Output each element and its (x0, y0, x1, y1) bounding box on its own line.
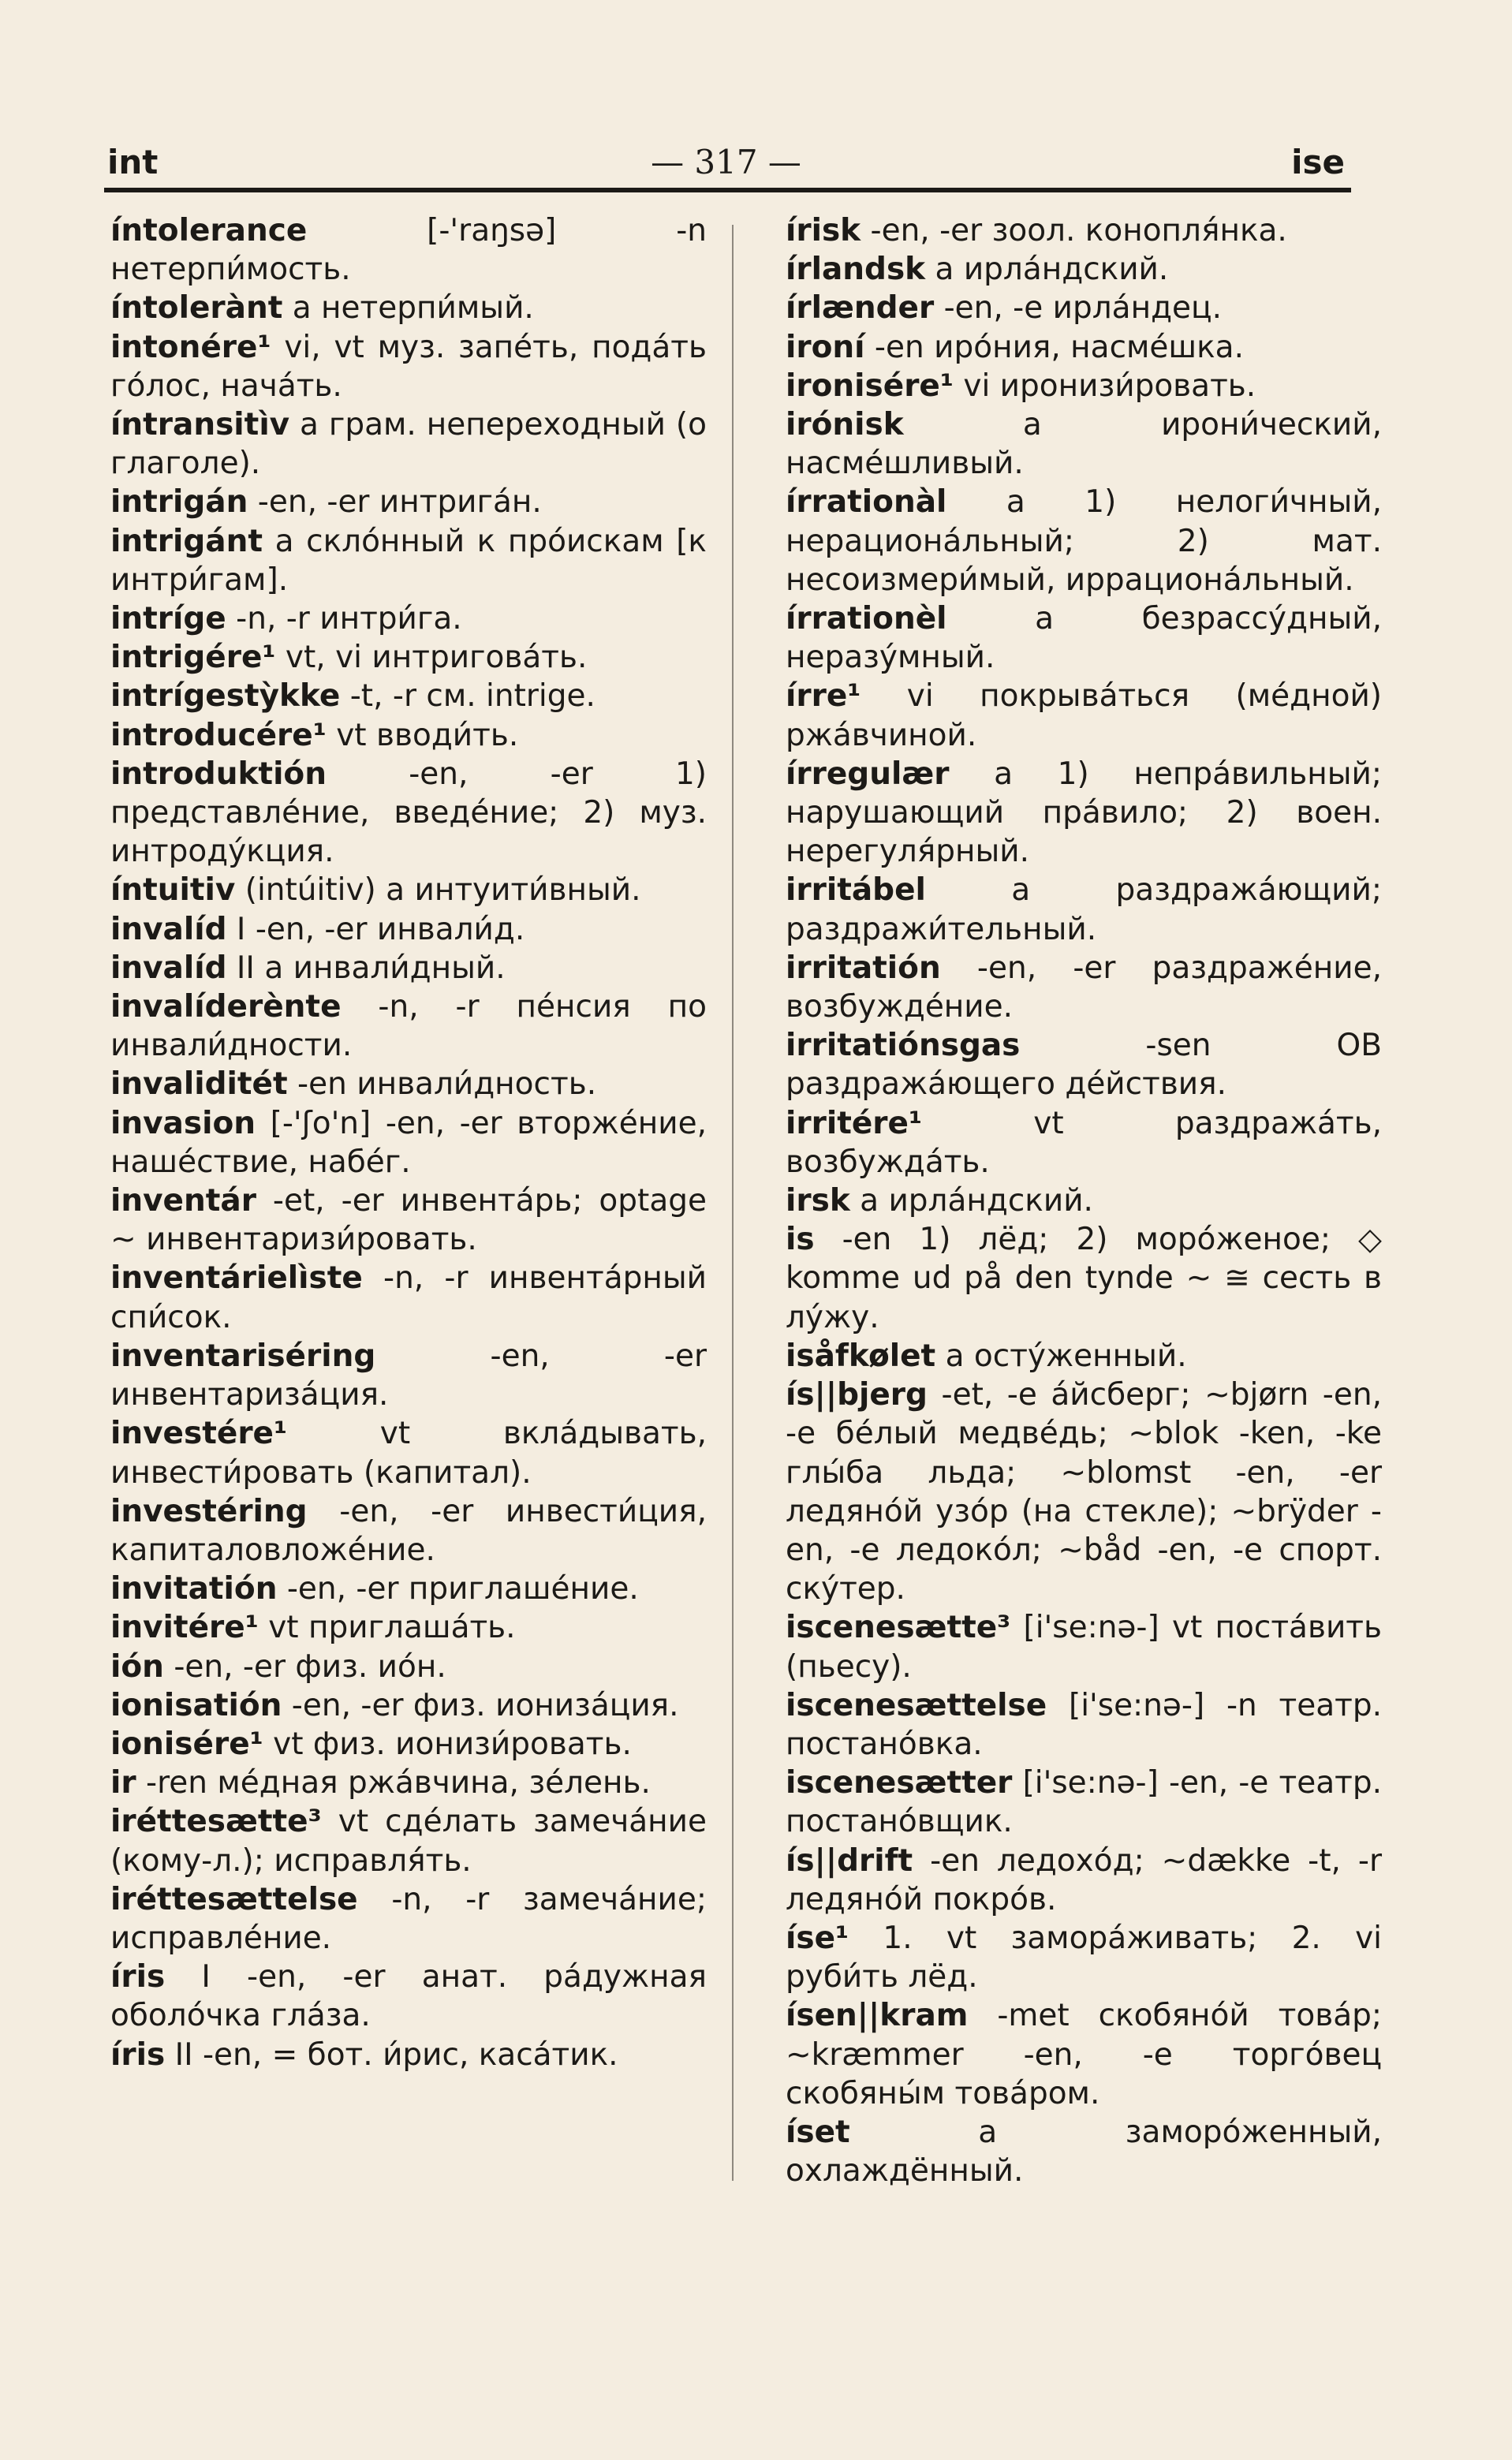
entry-headword: introducére¹ (110, 717, 327, 753)
entry-definition: a ирони́ческий, насме́шливый. (786, 407, 1382, 482)
dictionary-entry (786, 1686, 1382, 1764)
entry-headword: iscenesætte³ (786, 1610, 1011, 1646)
entry-definition: -et, -e а́йсберг; ~bjørn -en, -e бе́лый медве́дь; ~blok -ken, -ke глы́ба льда; ~blomst -en, -er ледяно́й узо́р (на стекле); ~brÿder -en, -e ледоко́л; ~båd -en, -e спорт. ску́тер. (786, 1377, 1382, 1607)
entry-headword: ionisére¹ (110, 1726, 263, 1762)
entry-definition: (intúitiv) a интуити́вный. (235, 872, 641, 909)
entry-headword: íntolerànt (110, 290, 283, 327)
dictionary-entry (110, 289, 707, 327)
dictionary-entry (786, 1919, 1382, 1996)
dictionary-entry (786, 328, 1382, 367)
entry-definition: I -en, -er инвали́д. (226, 911, 525, 947)
dictionary-entry (786, 1842, 1382, 1919)
dictionary-entry (786, 405, 1382, 483)
entry-headword: ís||bjerg (786, 1377, 928, 1413)
header-rule (104, 188, 1351, 192)
entry-headword: intrigán (110, 484, 248, 521)
dictionary-entry (110, 1725, 707, 1764)
entry-headword: intrigére¹ (110, 640, 276, 676)
entry-headword: intrigánt (110, 523, 263, 559)
right-column (786, 211, 1382, 2190)
entry-headword: inventár (110, 1183, 256, 1219)
entry-definition: vi, vt муз. запе́ть, пода́ть го́лос, нача́ть. (110, 329, 707, 404)
dictionary-entry (110, 716, 707, 755)
entry-headword: inventárielìste (110, 1260, 363, 1297)
right-running-headword: ise (1291, 143, 1345, 181)
entry-headword: isåfkølet (786, 1338, 936, 1374)
entry-definition: -en, -er физ. ио́н. (163, 1648, 446, 1685)
entry-definition: -en, -er приглаше́ние. (277, 1571, 639, 1607)
dictionary-entry (786, 250, 1382, 289)
dictionary-entry (110, 1259, 707, 1336)
entry-headword: ironí (786, 329, 865, 365)
entry-headword: írlandsk (786, 252, 926, 288)
entry-headword: invalíderènte (110, 989, 342, 1025)
dictionary-entry (110, 1802, 707, 1880)
column-divider (732, 225, 734, 2181)
entry-definition: I -en, -er анат. ра́дужная оболо́чка гла́за. (110, 1959, 707, 2034)
dictionary-entry (110, 1414, 707, 1491)
dictionary-entry (786, 2113, 1382, 2190)
entry-definition: vt приглаша́ть. (258, 1610, 516, 1646)
dictionary-entry (786, 755, 1382, 872)
entry-headword: írlænder (786, 290, 935, 327)
entry-headword: irritatión (786, 950, 941, 986)
dictionary-entry (110, 2036, 707, 2074)
entry-definition: vt физ. ионизи́ровать. (263, 1726, 632, 1762)
entry-headword: irritábel (786, 872, 926, 909)
entry-definition: -en 1) лёд; 2) моро́женое; ◇ komme ud på den tynde ~ ≅ сесть в лу́жу. (786, 1222, 1382, 1335)
entry-definition: [i'se:nə-] -n театр. постано́вка. (786, 1687, 1382, 1762)
dictionary-entry (786, 1764, 1382, 1841)
dictionary-entry (786, 1996, 1382, 2113)
entry-definition: -t, -r см. intrige. (340, 678, 595, 715)
dictionary-entry (110, 987, 707, 1065)
running-header (104, 133, 1348, 188)
entry-definition: -en, -er 1) представле́ние, введе́ние; 2) муз. интроду́кция. (110, 756, 707, 870)
entry-headword: iscenesætter (786, 1765, 1013, 1801)
dictionary-entry (786, 1337, 1382, 1376)
entry-headword: íntransitìv (110, 407, 290, 443)
dictionary-entry (786, 949, 1382, 1026)
dictionary-entry (110, 1958, 707, 2035)
entry-headword: íntolerance (110, 213, 308, 248)
dictionary-entry (110, 483, 707, 521)
left-column (110, 211, 707, 2074)
dictionary-entry (110, 1104, 707, 1181)
entry-definition: -en, -er инвести́ция, капиталовложе́ние. (110, 1493, 707, 1568)
entry-definition: a 1) непра́вильный; нарушающий пра́вило; 2) воен. нерегуля́рный. (786, 756, 1382, 870)
entry-definition: [i'se:nə-] -en, -e театр. постано́вщик. (786, 1765, 1382, 1840)
entry-headword: introduktión (110, 756, 327, 792)
entry-headword: ir (110, 1765, 136, 1801)
dictionary-entry (110, 1065, 707, 1103)
dictionary-entry (786, 871, 1382, 948)
entry-headword: iréttesættelse (110, 1881, 358, 1917)
entry-headword: irsk (786, 1183, 850, 1219)
entry-headword: irónisk (786, 407, 904, 443)
entry-definition: [i'se:nə-] vt поста́вить (пьесу). (786, 1610, 1382, 1685)
dictionary-entry (110, 328, 707, 405)
dictionary-entry (110, 910, 707, 949)
entry-definition: a безрассу́дный, неразу́мный. (786, 601, 1382, 676)
entry-headword: inventariséring (110, 1338, 376, 1374)
entry-headword: íse¹ (786, 1920, 849, 1956)
entry-definition: [-'raŋsə] -n нетерпи́мость. (110, 213, 707, 288)
entry-definition: II a инвали́дный. (226, 950, 506, 986)
dictionary-entry (110, 638, 707, 677)
dictionary-entry (110, 677, 707, 715)
entry-definition: -sen OB раздража́ющего де́йствия. (786, 1028, 1382, 1103)
entry-definition: -n, -r интри́га. (226, 601, 462, 637)
entry-headword: is (786, 1222, 815, 1258)
dictionary-entry (786, 289, 1382, 327)
entry-headword: íntuitiv (110, 872, 236, 909)
page-number: — 317 — (651, 143, 801, 181)
entry-definition: [-'ʃo'n] -en, -er вторже́ние, наше́ствие, набе́г. (110, 1105, 707, 1180)
entry-headword: invitére¹ (110, 1610, 259, 1646)
dictionary-entry (786, 1026, 1382, 1103)
dictionary-entry (110, 1570, 707, 1608)
entry-headword: irritatiónsgas (786, 1028, 1021, 1064)
entry-definition: -en, -er физ. иониза́ция. (282, 1687, 679, 1723)
entry-definition: 1. vt замора́живать; 2. vi руби́ть лёд. (786, 1920, 1382, 1995)
entry-headword: intríge (110, 601, 226, 637)
dictionary-entry (110, 1764, 707, 1802)
left-running-headword: int (107, 143, 159, 181)
dictionary-entry (110, 599, 707, 638)
dictionary-entry (786, 211, 1382, 250)
entry-definition: a скло́нный к про́искам [к интри́гам]. (110, 523, 707, 598)
dictionary-entry (110, 1686, 707, 1725)
entry-definition: -en, -er инвентариза́ция. (110, 1338, 707, 1413)
entry-definition: -en, -er интрига́н. (248, 484, 542, 521)
entry-headword: írregulær (786, 756, 950, 792)
entry-headword: iréttesætte³ (110, 1804, 322, 1840)
dictionary-entry (110, 522, 707, 599)
dictionary-entry (786, 1220, 1382, 1337)
dictionary-entry (786, 599, 1382, 677)
dictionary-entry (110, 871, 707, 909)
entry-definition: -n, -r пе́нсия по инвали́дности. (110, 989, 707, 1064)
entry-headword: investéring (110, 1493, 308, 1529)
dictionary-entry (786, 1608, 1382, 1685)
entry-definition: vt, vi интригова́ть. (275, 640, 588, 676)
entry-definition: -met скобяно́й това́р; ~kræmmer -en, -e торго́вец скобяны́м това́ром. (786, 1998, 1382, 2111)
dictionary-entry (786, 1376, 1382, 1608)
entry-headword: iscenesættelse (786, 1687, 1047, 1723)
entry-definition: a нетерпи́мый. (282, 290, 534, 327)
entry-headword: intonére¹ (110, 329, 271, 365)
entry-definition: a ирла́ндский. (849, 1183, 1093, 1219)
dictionary-entry (110, 755, 707, 872)
entry-definition: -n, -r замеча́ние; исправле́ние. (110, 1881, 707, 1956)
dictionary-entry (786, 483, 1382, 599)
entry-definition: vt сде́лать замеча́ние (кому-л.); исправля́ть. (110, 1804, 707, 1879)
entry-definition: -en иро́ния, насме́шка. (864, 329, 1244, 365)
entry-definition: -en ледохо́д; ~dække -t, -r ледяно́й покро́в. (786, 1842, 1382, 1917)
entry-headword: irritére¹ (786, 1105, 923, 1141)
entry-headword: invalíd (110, 911, 227, 947)
entry-headword: investére¹ (110, 1416, 288, 1452)
entry-definition: a 1) нелоги́чный, нерациона́льный; 2) мат. несоизмери́мый, иррациона́льный. (786, 484, 1382, 598)
dictionary-entry (110, 1880, 707, 1958)
entry-definition: -et, -er инвента́рь; optage ~ инвентаризи́ровать. (110, 1183, 707, 1258)
entry-definition: -ren ме́дная ржа́вчина, зе́лень. (136, 1765, 651, 1801)
dictionary-entry (110, 1181, 707, 1259)
entry-headword: ísen||kram (786, 1998, 969, 2034)
entry-headword: intrígestỳkke (110, 678, 341, 715)
entry-headword: íset (786, 2114, 850, 2150)
entry-definition: a заморо́женный, охлаждённый. (786, 2114, 1382, 2189)
entry-headword: íris (110, 1959, 166, 1995)
entry-headword: invalíd (110, 950, 227, 986)
dictionary-entry (786, 367, 1382, 405)
dictionary-entry (110, 1337, 707, 1414)
dictionary-entry (110, 1608, 707, 1647)
entry-definition: a раздража́ющий; раздражи́тельный. (786, 872, 1382, 947)
entry-headword: invaliditét (110, 1066, 288, 1103)
dictionary-entry (786, 1181, 1382, 1220)
entry-definition: vt раздража́ть, возбужда́ть. (786, 1105, 1382, 1180)
entry-definition: vi иронизи́ровать. (953, 368, 1256, 404)
entry-definition: a осту́женный. (935, 1338, 1187, 1374)
entry-definition: -en, -er зоол. конопля́нка. (861, 213, 1287, 248)
entry-headword: írrationàl (786, 484, 947, 521)
dictionary-entry (110, 405, 707, 483)
entry-headword: írre¹ (786, 678, 861, 715)
entry-headword: ironisére¹ (786, 368, 954, 404)
entry-definition: -en инвали́дность. (287, 1066, 597, 1103)
entry-headword: ión (110, 1648, 164, 1685)
entry-definition: a грам. непереходный (о глаголе). (110, 407, 707, 482)
entry-definition: -n, -r инвента́рный спи́сок. (110, 1260, 707, 1335)
entry-definition: vt вводи́ть. (326, 717, 519, 753)
dictionary-entry (110, 211, 707, 289)
entry-headword: invitatión (110, 1571, 278, 1607)
entry-headword: írisk (786, 213, 861, 248)
entry-definition: -en, -e ирла́ндец. (934, 290, 1222, 327)
entry-definition: II -en, = бот. и́рис, каса́тик. (165, 2036, 618, 2073)
entry-headword: ís||drift (786, 1842, 913, 1879)
dictionary-entry (786, 677, 1382, 754)
dictionary-entry (110, 949, 707, 987)
dictionary-entry (786, 1104, 1382, 1181)
entry-definition: vt вкла́дывать, инвести́ровать (капитал). (110, 1416, 707, 1491)
entry-definition: vi покрыва́ться (ме́дной) ржа́вчиной. (786, 678, 1382, 753)
entry-headword: invasion (110, 1105, 256, 1141)
entry-headword: íris (110, 2036, 166, 2073)
entry-definition: -en, -er раздраже́ние, возбужде́ние. (786, 950, 1382, 1025)
entry-headword: írrationèl (786, 601, 947, 637)
entry-definition: a ирла́ндский. (925, 252, 1169, 288)
entry-headword: ionisatión (110, 1687, 282, 1723)
dictionary-entry (110, 1492, 707, 1570)
dictionary-entry (110, 1648, 707, 1686)
